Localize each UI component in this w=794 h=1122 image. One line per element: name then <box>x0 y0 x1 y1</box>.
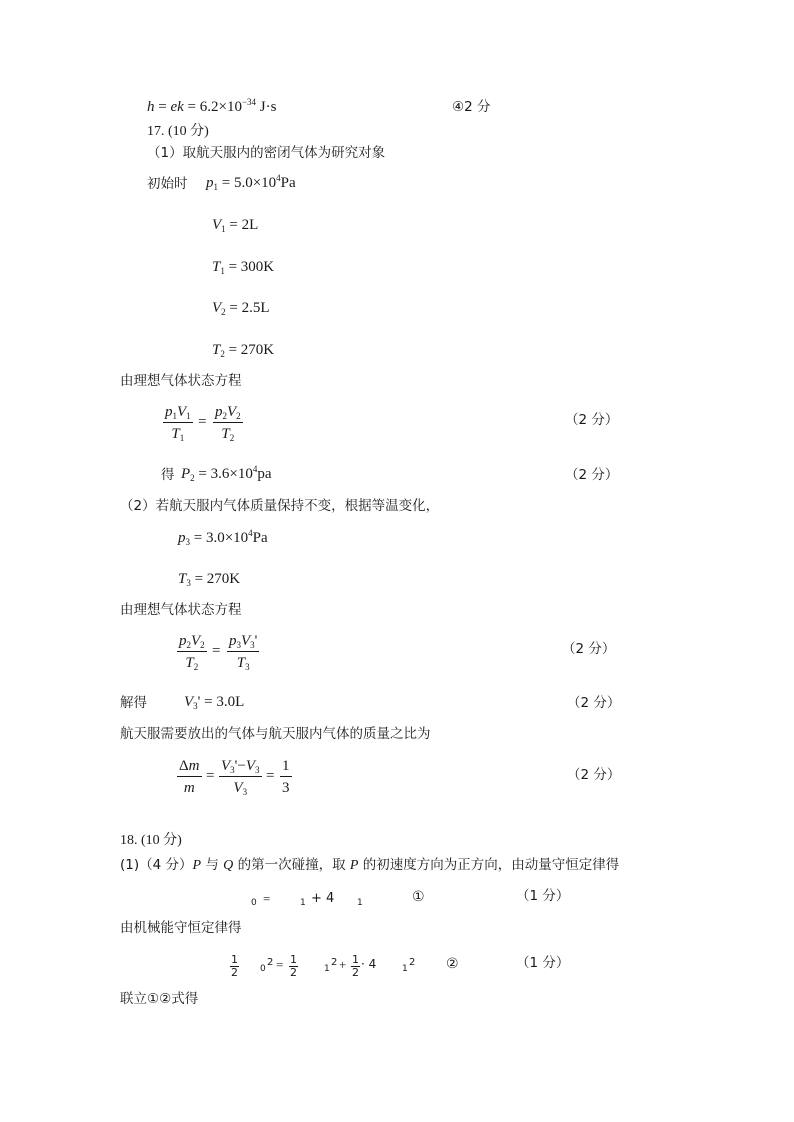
equals-sign-4: = <box>266 768 275 784</box>
frac-p1v1-t1: $\frac{p_1V_1}{T_1}$ <box>165 404 191 443</box>
eq1-sub-0: 0 <box>251 898 257 908</box>
t3-line: $T_3 = 270K$ <box>178 571 241 588</box>
eq2-sq-1b: 2 <box>409 957 416 968</box>
t1-line: $T_1 = 300K$ <box>212 259 275 276</box>
frac-one-third: $\frac{1}{3}$ <box>282 758 290 796</box>
p2-result: $P_2 = 3.6\times 10^4pa$ <box>181 464 272 483</box>
energy-label: 由机械能守恒定律得 <box>120 920 242 936</box>
eq2-plus: + <box>339 957 347 972</box>
q18-header: 18. (10 分) <box>120 833 182 848</box>
frac-dm-m: $\frac{\Delta m}{m}$ <box>179 758 200 796</box>
equals-sign: = <box>198 414 207 430</box>
eq2-sq-1a: 2 <box>331 957 338 968</box>
q18-part1-text: (1)（4 分）P 与 Q 的第一次碰撞，取 P 的初速度方向为正方向，由动量守恒定律得 <box>120 857 620 873</box>
score-eq1: （2 分） <box>565 412 619 428</box>
score-v3: （2 分） <box>567 695 621 711</box>
v2-line: $V_2 = 2.5L$ <box>212 300 270 317</box>
eq2-sub-1b: 1 <box>402 964 408 974</box>
eq2-circle: ② <box>446 956 459 972</box>
ratio-intro: 航天服需要放出的气体与航天服内气体的质量之比为 <box>120 726 431 742</box>
initial-label: 初始时 <box>147 176 188 192</box>
equals-sign-3: = <box>206 768 215 784</box>
got-label: 得 <box>161 467 175 483</box>
eq1-circle: ① <box>412 889 425 905</box>
frac-p2v2-t2: $\frac{p_2V_2}{T_2}$ <box>215 404 241 443</box>
v3p-result: $V_3' = 3.0L$ <box>184 694 245 711</box>
eq1-sub-1a: 1 <box>300 898 306 908</box>
score-ratio: （2 分） <box>567 767 621 783</box>
eq1-sub-1b: 1 <box>357 898 363 908</box>
law-label-1: 由理想气体状态方程 <box>120 373 242 389</box>
combine-label: 联立①②式得 <box>120 991 199 1007</box>
eq1-equals: = <box>263 891 271 906</box>
equals-sign-2: = <box>212 643 221 659</box>
score-q18-eq1: （1 分） <box>516 888 570 904</box>
frac-p2v2-t2-b: $\frac{p_2V_2}{T_2}$ <box>179 633 205 672</box>
p1-line: $p_1 = 5.0\times 10^4Pa$ <box>206 173 296 192</box>
solve-label: 解得 <box>120 695 147 711</box>
p3-line: $p_3 = 3.0\times 10^4Pa$ <box>178 528 268 547</box>
eq2-equals: = <box>276 957 284 972</box>
eq2-sq-0: 2 <box>267 957 274 968</box>
score-top: ④2 分 <box>452 99 491 115</box>
eq2-half-1: $\frac{1}{2}$ <box>231 953 238 979</box>
eq2-dot-four: · 4 <box>361 957 377 971</box>
eq2-sub-1a: 1 <box>324 964 330 974</box>
frac-v3-diff: $\frac{V_3'-V_3}{V_3}$ <box>221 758 260 797</box>
planck-constant-result: h = ek = $6.2\times 10^{-34}$ J·s <box>147 97 277 115</box>
score-p2: （2 分） <box>565 467 619 483</box>
score-eq2: （2 分） <box>562 641 616 657</box>
score-q18-eq2: （1 分） <box>516 955 570 971</box>
t2-line: $T_2 = 270K$ <box>212 342 275 359</box>
q17-header: 17. (10 分) <box>147 124 209 139</box>
eq2-sub-0: 0 <box>260 964 266 974</box>
eq2-half-3: $\frac{1}{2}$ <box>352 953 359 979</box>
eq2-half-2: $\frac{1}{2}$ <box>290 953 297 979</box>
q17-part1-intro: （1）取航天服内的密闭气体为研究对象 <box>147 145 386 161</box>
v1-line: $V_1 = 2L$ <box>212 217 259 234</box>
frac-p3v3p-t3: $\frac{p_3V_3'}{T_3}$ <box>229 633 258 672</box>
eq1-plus-four: + 4 <box>311 891 335 906</box>
q17-part2-intro: （2）若航天服内气体质量保持不变，根据等温变化， <box>120 498 440 514</box>
law-label-2: 由理想气体状态方程 <box>120 602 242 618</box>
